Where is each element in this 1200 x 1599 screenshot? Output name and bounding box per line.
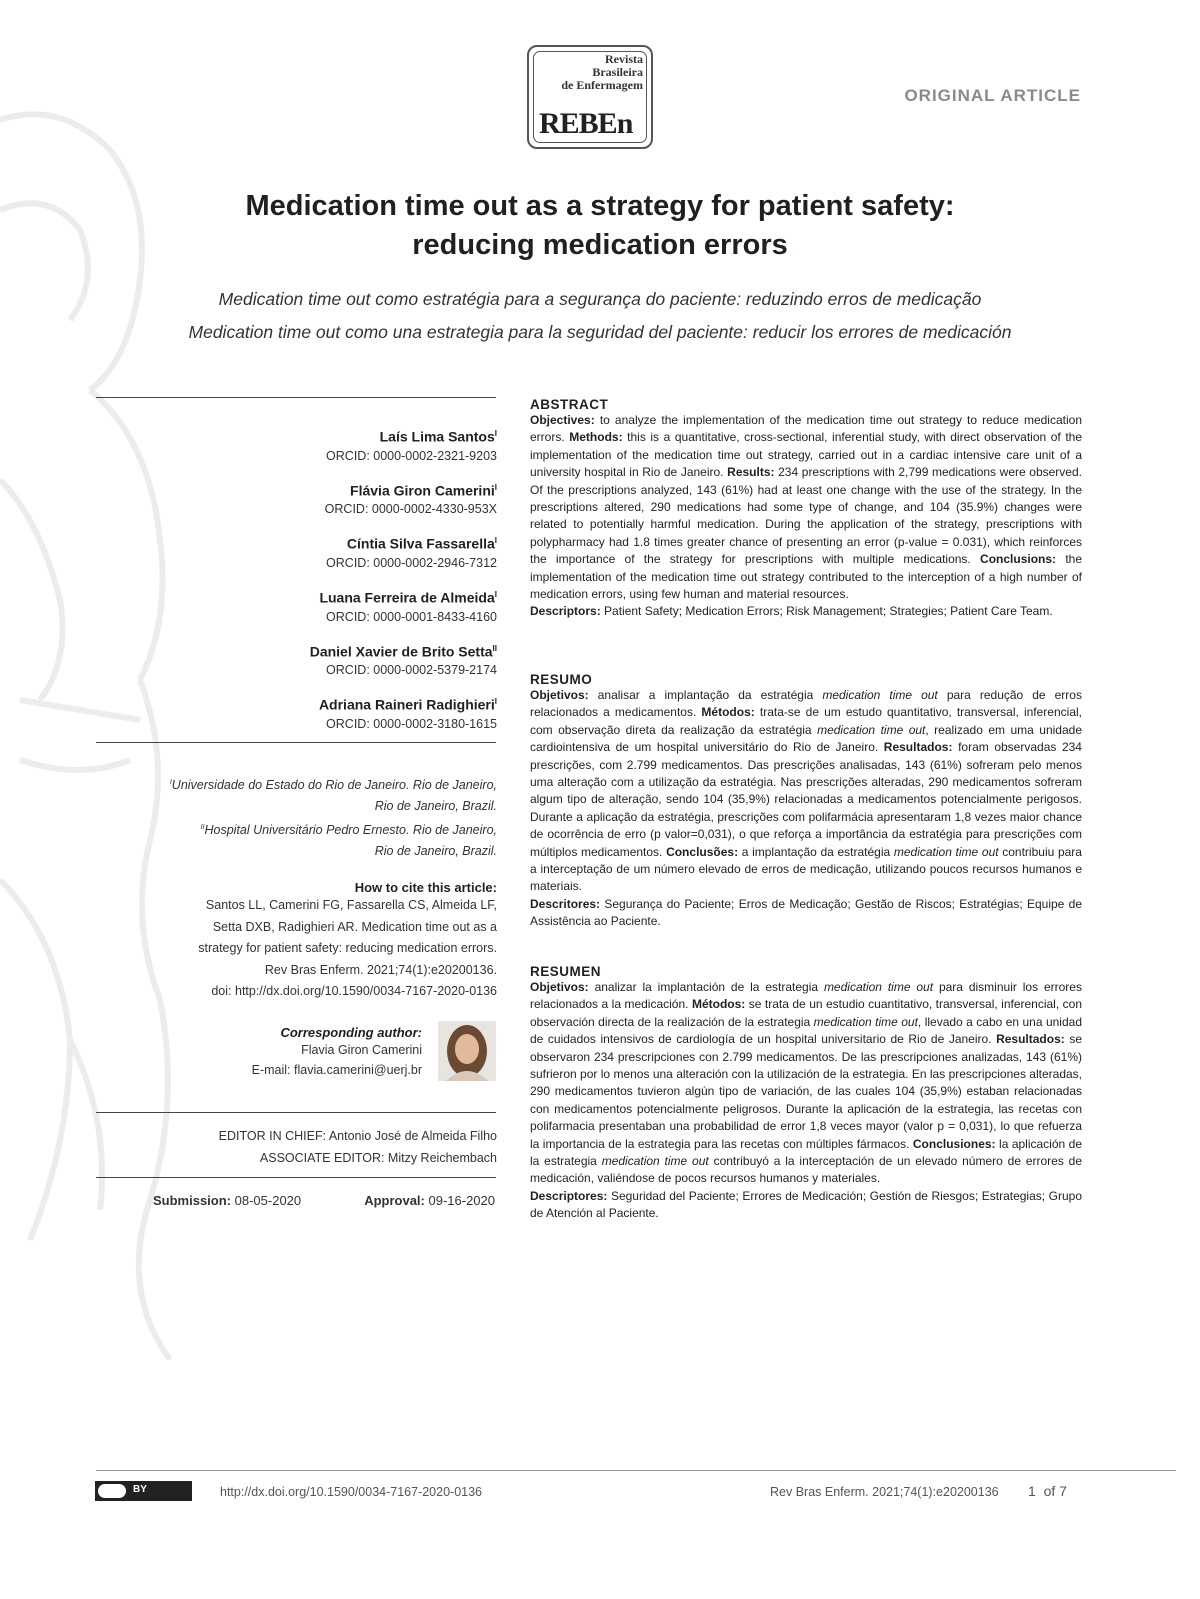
affiliation: Rio de Janeiro, Brazil. — [374, 799, 497, 814]
author-name: Laís Lima Santos$^I$ — [379, 428, 497, 445]
abstract-text: Objectives: to analyze the implementation of the medication time out strategy to reduce medication errors. Methods: this is a quantitative, cross-sectional, inferential study, with direct observation of the implementation of the medication time out strategy, carried out in a cardiac intensive care unit of a university hospital in Rio de Janeiro. Results: 234 prescriptions with 2,799 medications were observed. Of the prescriptions analyzed, 143 (61%) had at least one change with the use of the strategy. In the prescriptions altered, 290 medications had some type of change, and 104 (35.9%) changes were related to potentially harmful medication. During the application of the strategy, prescriptions with polypharmacy had 1.8 times greater chance of presenting an error (p-value = 0.031), which reinforces the importance of the strategy for prescriptions with multiple medications. Conclusions: the implementation of the medication time out strategy contributed to the interception of a high number of medication errors, using few human and material resources. Descriptors: Patient Safety; Medication Errors; Risk Management; Strategies; Patient Care Team. — [530, 413, 1083, 619]
submission-date: Submission: 08-05-2020 — [153, 1193, 302, 1208]
author-name: Flávia Giron Camerini$^I$ — [350, 482, 497, 499]
corr-name: Flavia Giron Camerini — [301, 1043, 422, 1057]
author-photo — [438, 1021, 496, 1081]
footer-doi-link[interactable]: http://dx.doi.org/10.1590/0034-7167-2020-0136 — [220, 1485, 483, 1499]
page-number: 1 of 7 — [1028, 1483, 1067, 1499]
cite-line: Santos LL, Camerini FG, Fassarella CS, Almeida LF, — [205, 898, 497, 912]
editors — [219, 1125, 497, 1169]
author-orcid: ORCID: 0000-0002-3180-1615 — [326, 716, 497, 731]
abstract-heading: ABSTRACT — [530, 397, 609, 412]
resumo-text: Objetivos: analisar a implantação da estratégia medication time out para redução de erros relacionados a medicamentos. Métodos: trata-se de um estudo quantitativo, transversal, inferencial, com observação direta da realização da estratégia medication time out, realizado em uma unidade cardiointensiva de um hospital universitário do Rio de Janeiro. Resultados: foram observadas 234 prescrições, com 2.799 medicamentos. Das prescrições analisadas, 143 (61%) sofreram pelo menos uma alteração com a utilização da estratégia. Nas prescrições alteradas, 290 medicamentos sofreram algum tipo de alteração, sendo 104 (35,9%) relacionadas a medicamentos potencialmente perigosos. Durante a aplicação da estratégia, prescrições com polifarmácia apresentaram 1,8 vezes maior chance de ocorrência de erro (p valor=0,031), o que reforça a importância da estratégia para prescrições com múltiplos medicamentos. Conclusões: a implantação da estratégia medication time out contribuiu para a interceptação de um número elevado de erros de medicação, utilizando poucos recursos humanos e materiais. Descritores: Segurança do Paciente; Erros de Medicação; Gestão de Riscos; Estratégias; Equipe de Assistência ao Paciente. — [530, 688, 1082, 929]
corr-email[interactable]: E-mail: flavia.camerini@uerj.br — [251, 1063, 422, 1077]
cite-line: strategy for patient safety: reducing medication errors. — [198, 941, 497, 955]
resumo-heading: RESUMO — [530, 672, 593, 687]
corr-heading: Corresponding author: — [280, 1025, 422, 1040]
resumen-text: Objetivos: analizar la implantación de la estrategia medication time out para disminuir los errores relacionados a la medicación. Métodos: se trata de un estudio cuantitativo, transversal, inferencial, con observación directa de la realización de la estrategia medication time out, llevado a cabo en una unidad de cuidados intensivos de cardiología de un hospital universitario de Rio de Janeiro. Resultados: se observaron 234 prescripciones con 2.799 medicamentos. De las prescripciones analizadas, 143 (61%) sufrieron por lo menos una alteración con la utilización de la estrategia. En las prescripciones alteradas, 290 medicamentos tuvieron algún tipo de variación, de las cuales 104 (35,9%) estaban relacionadas con medicamentos potencialmente peligrosos. Durante la aplicación de la estrategia, las recetas con polifarmacia presentaban una probabilidad de error 1,8 veces mayor (valor p = 0,031), lo que refuerza la importancia de la estrategia para las recetas con múltiples fármacos. Conclusiones: la aplicación de la estrategia medication time out contribuyó a la interceptación de un elevado número de errores de medicación, valiéndose de pocos recursos humanos y materiales. Descriptores: Seguridad del Paciente; Errores de Medicación; Gestión de Riesgos; Estrategias; Grupo de Atención al Paciente. — [530, 980, 1083, 1221]
logo-text: Revista Brasileira de Enfermagem — [561, 52, 643, 92]
approval-date: Approval: 09-16-2020 — [364, 1193, 495, 1208]
author-name: Cíntia Silva Fassarella$^I$ — [346, 535, 497, 552]
divider — [96, 397, 496, 398]
resumen-section — [530, 964, 1082, 1223]
resumo-section — [530, 672, 1082, 931]
cite-heading: How to cite this article: — [354, 880, 497, 895]
cc-icon — [98, 1484, 126, 1498]
divider — [96, 1112, 496, 1113]
affiliation: $^{II}$Hospital Universitário Pedro Ernesto. Rio de Janeiro, — [200, 823, 497, 838]
section-label: ORIGINAL ARTICLE — [904, 86, 1081, 105]
footer-divider — [96, 1470, 1176, 1471]
author-orcid: ORCID: 0000-0002-2946-7312 — [326, 555, 497, 570]
corresponding-author — [252, 1025, 422, 1080]
license-label: BY — [133, 1484, 147, 1495]
associate-editor: ASSOCIATE EDITOR: Mitzy Reichembach — [259, 1151, 497, 1165]
author-list — [310, 424, 497, 733]
abstract-section — [530, 397, 1082, 621]
author-name: Daniel Xavier de Brito Setta$^{II}$ — [309, 643, 497, 660]
cite-line: Rev Bras Enferm. 2021;74(1):e20200136. — [264, 962, 497, 977]
affiliation: Rio de Janeiro, Brazil. — [374, 844, 497, 859]
affiliation: $^I$Universidade do Estado do Rio de Janeiro. Rio de Janeiro, — [169, 778, 497, 793]
author-name: Adriana Raineri Radighieri$^I$ — [318, 696, 497, 713]
cite-line: Setta DXB, Radighieri AR. Medication time out as a — [212, 919, 497, 934]
author-name: Luana Ferreira de Almeida$^I$ — [319, 589, 497, 606]
journal-logo — [527, 45, 653, 149]
footer-reference: Rev Bras Enferm. 2021;74(1):e20200136 — [770, 1485, 999, 1499]
how-to-cite — [198, 880, 497, 1003]
title-portuguese: Medication time out como estratégia para a segurança do paciente: reduzindo erros de medicação — [218, 289, 982, 309]
author-orcid: ORCID: 0000-0001-8433-4160 — [326, 609, 497, 624]
editor-in-chief: EDITOR IN CHIEF: Antonio José de Almeida Filho — [218, 1129, 497, 1143]
title-spanish: Medication time out como una estrategia para la seguridad del paciente: reducir los errores de medicación — [188, 322, 1012, 342]
author-orcid: ORCID: 0000-0002-4330-953X — [324, 502, 497, 517]
divider — [96, 1177, 496, 1178]
cite-doi-link[interactable]: doi: http://dx.doi.org/10.1590/0034-7167-2020-0136 — [211, 984, 497, 998]
affiliations — [170, 772, 497, 862]
divider — [96, 742, 496, 743]
article-title: Medication time out as a strategy for patient safety: reducing medication errors — [245, 190, 955, 261]
resumen-heading: RESUMEN — [530, 964, 602, 979]
author-orcid: ORCID: 0000-0002-2321-9203 — [326, 448, 497, 463]
cc-license-badge[interactable] — [95, 1481, 192, 1501]
author-orcid: ORCID: 0000-0002-5379-2174 — [326, 663, 497, 678]
logo-mark: REBEn — [539, 107, 633, 140]
